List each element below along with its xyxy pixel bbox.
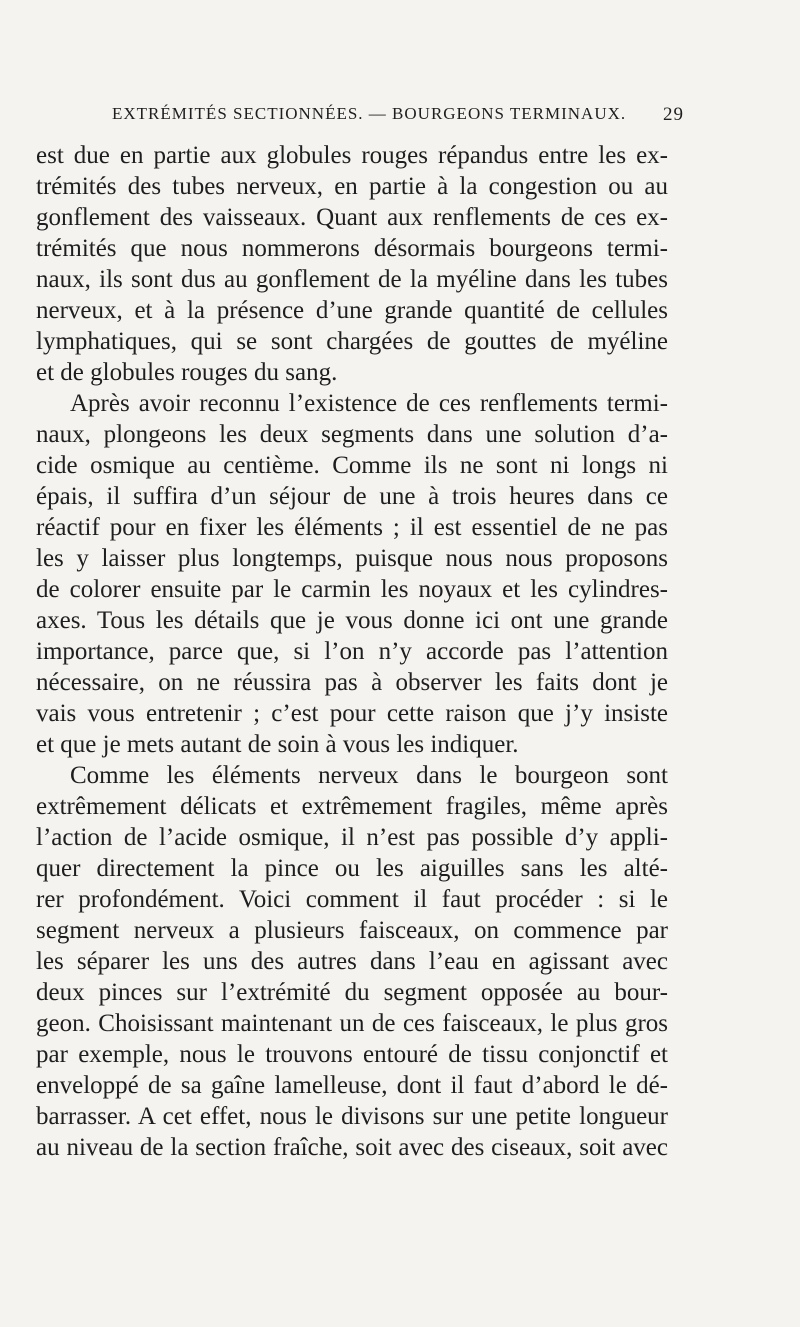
text-line: deux pinces sur l’extrémité du segment opposée au bour- [36,979,668,1006]
text-line: quer directement la pince ou les aiguilles sans les alté- [36,855,668,882]
text-line: cide osmique au centième. Comme ils ne sont ni longs ni [36,452,668,479]
text-line: axes. Tous les détails que je vous donne ici ont une grande [36,607,668,634]
text-line: naux, ils sont dus au gonflement de la myéline dans les tubes [36,266,668,293]
text-line: au niveau de la section fraîche, soit avec des ciseaux, soit avec [36,1134,668,1161]
text-line: segment nerveux a plusieurs faisceaux, on commence par [36,917,668,944]
text-line: les y laisser plus longtemps, puisque nous nous proposons [36,545,668,572]
body-text [36,140,668,1163]
text-line: les séparer les uns des autres dans l’eau en agissant avec [36,948,668,975]
text-line: extrêmement délicats et extrêmement fragiles, même après [36,793,668,820]
text-line: rer profondément. Voici comment il faut procéder : si le [36,886,668,913]
text-line: est due en partie aux globules rouges répandus entre les ex- [36,142,668,169]
text-line: par exemple, nous le trouvons entouré de tissu conjonctif et [36,1041,668,1068]
text-line: importance, parce que, si l’on n’y accorde pas l’attention [36,638,668,665]
page-number: 29 [663,104,684,125]
text-line: Après avoir reconnu l’existence de ces renflements termi- [70,390,668,417]
text-line: réactif pour en fixer les éléments ; il est essentiel de ne pas [36,514,668,541]
text-line: gonflement des vaisseaux. Quant aux renflements de ces ex- [36,204,668,231]
text-line: trémités des tubes nerveux, en partie à la congestion ou au [36,173,668,200]
text-line: barrasser. A cet effet, nous le divisons sur une petite longueur [36,1103,668,1130]
text-line: trémités que nous nommerons désormais bourgeons termi- [36,235,668,262]
running-head [112,104,684,132]
text-line: nécessaire, on ne réussira pas à observer les faits dont je [36,669,668,696]
text-line: nerveux, et à la présence d’une grande quantité de cellules [36,297,668,324]
text-line: geon. Choisissant maintenant un de ces faisceaux, le plus gros [36,1010,668,1037]
text-line: Comme les éléments nerveux dans le bourgeon sont [70,762,668,789]
text-line: et de globules rouges du sang. [36,359,338,386]
running-head-title: EXTRÉMITÉS SECTIONNÉES. — BOURGEONS TERMINAUX. [112,104,627,123]
text-line: et que je mets autant de soin à vous les indiquer. [36,731,519,758]
text-line: de colorer ensuite par le carmin les noyaux et les cylindres- [36,576,668,603]
text-line: enveloppé de sa gaîne lamelleuse, dont il faut d’abord le dé- [36,1072,668,1099]
text-line: vais vous entretenir ; c’est pour cette raison que j’y insiste [36,700,668,727]
text-line: lymphatiques, qui se sont chargées de gouttes de myéline [36,328,668,355]
text-line: épais, il suffira d’un séjour de une à trois heures dans ce [36,483,668,510]
text-line: l’action de l’acide osmique, il n’est pas possible d’y appli- [36,824,668,851]
text-line: naux, plongeons les deux segments dans une solution d’a- [36,421,668,448]
